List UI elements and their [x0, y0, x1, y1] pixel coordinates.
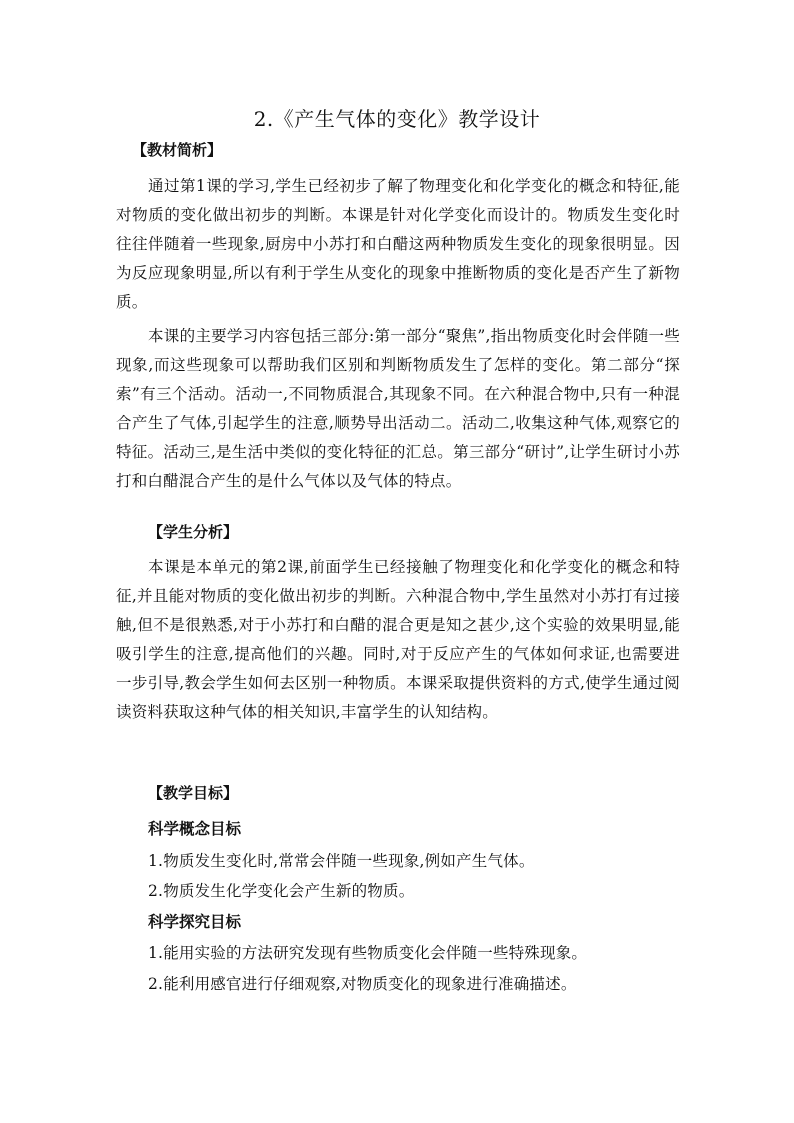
- concept-goal-item: 2.物质发生化学变化会产生新的物质。: [148, 882, 415, 900]
- heading-teaching-goals: 【教学目标】: [148, 784, 239, 802]
- material-paragraph-1: 通过第1课的学习,学生已经初步了解了物理变化和化学变化的概念和特征,能对物质的变化做出初步的判断。本课是针对化学变化而设计的。物质发生变化时往往伴随着一些现象,厨房中小苏打和白醋这两种物质发生变化的现象很明显。因为反应现象明显,所以有利于学生从变化的现象中推断物质的变化是否产生了新物质。: [116, 177, 680, 311]
- concept-goal-item: 1.物质发生变化时,常常会伴随一些现象,例如产生气体。: [148, 852, 535, 870]
- heading-concept-goals: 科学概念目标: [148, 819, 242, 838]
- inquiry-goal-item: 1.能用实验的方法研究发现有些物质变化会伴随一些特殊现象。: [148, 944, 588, 962]
- inquiry-goal-item: 2.能利用感官进行仔细观察,对物质变化的现象进行准确描述。: [148, 975, 577, 993]
- heading-inquiry-goals: 科学探究目标: [148, 912, 242, 931]
- heading-material-analysis: 【教材简析】: [132, 141, 223, 159]
- student-paragraph-1: 本课是本单元的第2课,前面学生已经接触了物理变化和化学变化的概念和特征,并且能对物质的变化做出初步的判断。六种混合物中,学生虽然对小苏打有过接触,但不是很熟悉,对于小苏打和白醋的混合更是知之甚少,这个实验的效果明显,能吸引学生的注意,提高他们的兴趣。同时,对于反应产生的气体如何求证,也需要进一步引导,教会学生如何去区别一种物质。本课采取提供资料的方式,使学生通过阅读资料获取这种气体的相关知识,丰富学生的认知结构。: [116, 558, 680, 721]
- document-title: 2.《产生气体的变化》教学设计: [253, 107, 541, 131]
- material-paragraph-2: 本课的主要学习内容包括三部分:第一部分“聚焦”,指出物质变化时会伴随一些现象,而这些现象可以帮助我们区别和判断物质发生了怎样的变化。第二部分“探索”有三个活动。活动一,不同物质混合,其现象不同。在六种混合物中,只有一种混合产生了气体,引起学生的注意,顺势导出活动二。活动二,收集这种气体,观察它的特征。活动三,是生活中类似的变化特征的汇总。第三部分“研讨”,让学生研讨小苏打和白醋混合产生的是什么气体以及气体的特点。: [116, 327, 680, 490]
- heading-student-analysis: 【学生分析】: [148, 523, 239, 541]
